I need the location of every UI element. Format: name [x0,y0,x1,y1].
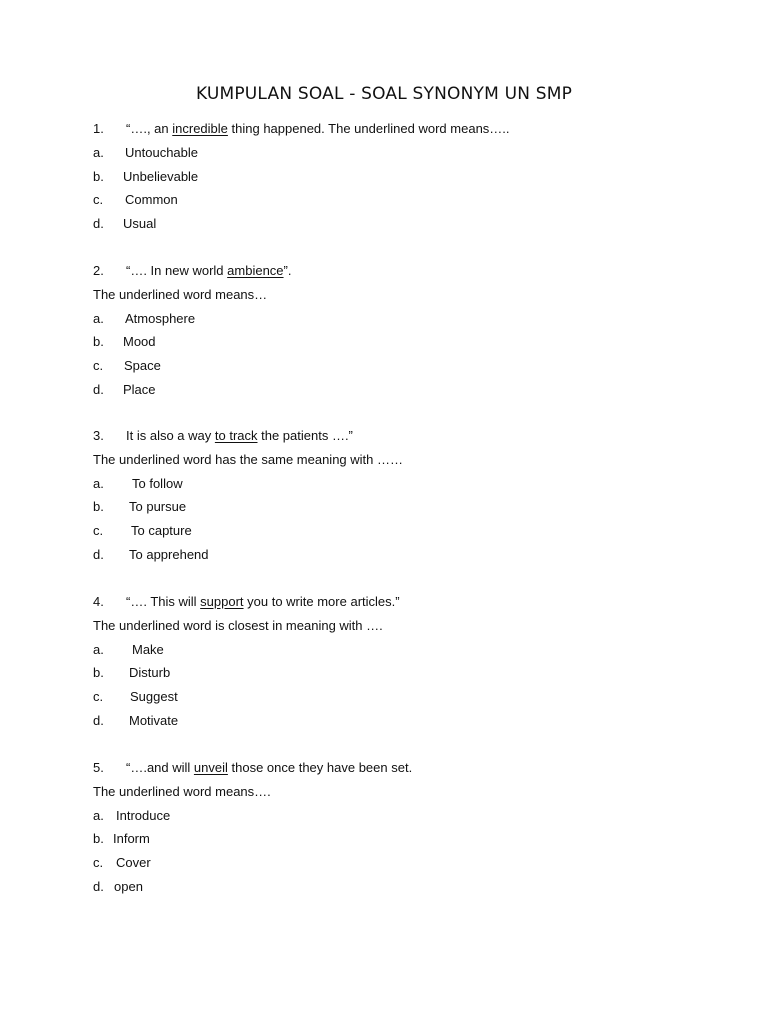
option-a [93,472,713,496]
option-a [93,638,713,662]
stem-text-before: “….and will [126,760,194,775]
option-d [93,378,713,402]
option-c [93,685,713,709]
question-2 [93,259,713,402]
underlined-word: support [200,594,244,609]
stem-text-after: thing happened. The underlined word means….. [227,121,510,136]
underlined-word: ambience [227,263,284,278]
option-c [93,851,713,875]
option-text: Cover [116,855,151,871]
option-text: Suggest [130,689,178,705]
question-instruction: The underlined word means… [93,286,268,302]
option-letter: d. [93,878,104,894]
question-stem [93,424,713,448]
option-text: Untouchable [125,144,198,160]
option-text: Space [124,358,161,374]
option-letter: a. [93,310,104,326]
option-letter: d. [93,712,104,728]
underlined-word: unveil [193,760,228,775]
option-text: Usual [123,216,157,232]
option-c [93,354,713,378]
question-stem [93,259,713,283]
stem-text-after: the patients ….” [257,428,353,443]
option-text: Disturb [129,665,171,681]
option-text: To pursue [129,499,187,515]
option-b [93,330,713,354]
question-stem [93,756,713,780]
option-text: Common [125,192,178,208]
question-instruction: The underlined word is closest in meaning with …. [93,617,383,633]
option-text: Motivate [129,712,179,728]
stem-text-before: “…. In new world [126,263,228,278]
option-c [93,519,713,543]
option-letter: c. [93,523,104,539]
question-5 [93,756,713,899]
question-1 [93,117,713,236]
option-letter: b. [93,168,104,184]
question-number: 4. [93,594,104,609]
option-text: open [114,878,143,894]
option-text: To apprehend [129,546,209,562]
option-text: To follow [132,475,183,491]
option-a [93,804,713,828]
underlined-word: to track [214,428,258,443]
question-stem [93,590,713,614]
option-text: Mood [123,334,156,350]
option-b [93,165,713,189]
question-number: 2. [93,263,104,278]
question-number: 3. [93,428,104,443]
option-letter: a. [93,144,104,160]
page-title: KUMPULAN SOAL - SOAL SYNONYM UN SMP [195,84,573,104]
question-stem [93,117,713,141]
option-letter: b. [93,499,104,515]
question-4 [93,590,713,733]
option-letter: a. [93,641,104,657]
option-text: Make [132,641,164,657]
option-letter: d. [93,381,104,397]
option-b [93,827,713,851]
question-number: 5. [93,760,104,775]
option-b [93,661,713,685]
option-d [93,875,713,899]
question-3 [93,424,713,567]
option-d [93,709,713,733]
option-c [93,188,713,212]
option-text: Unbelievable [123,168,199,184]
option-letter: d. [93,546,104,562]
option-letter: b. [93,665,104,681]
option-text: Atmosphere [125,310,196,326]
option-letter: a. [93,475,104,491]
option-letter: d. [93,216,104,232]
option-d [93,212,713,236]
underlined-word: incredible [172,121,228,136]
question-instruction: The underlined word means…. [93,783,271,799]
stem-text-after: you to write more articles.” [243,594,400,609]
question-instruction: The underlined word has the same meaning with …… [93,451,403,467]
stem-text-after: ”. [283,263,292,278]
option-letter: c. [93,689,104,705]
option-letter: c. [93,192,104,208]
stem-text-before: “…., an [126,121,173,136]
option-letter: a. [93,807,104,823]
question-number: 1. [93,121,104,136]
option-letter: c. [93,855,104,871]
option-letter: b. [93,831,104,847]
option-text: Introduce [116,807,171,823]
stem-text-before: It is also a way [126,428,215,443]
option-text: To capture [131,523,192,539]
stem-text-after: those once they have been set. [227,760,413,775]
option-text: Inform [113,831,150,847]
option-b [93,495,713,519]
stem-text-before: “…. This will [126,594,201,609]
option-text: Place [123,381,156,397]
option-letter: b. [93,334,104,350]
option-a [93,307,713,331]
option-letter: c. [93,358,104,374]
option-d [93,543,713,567]
option-a [93,141,713,165]
